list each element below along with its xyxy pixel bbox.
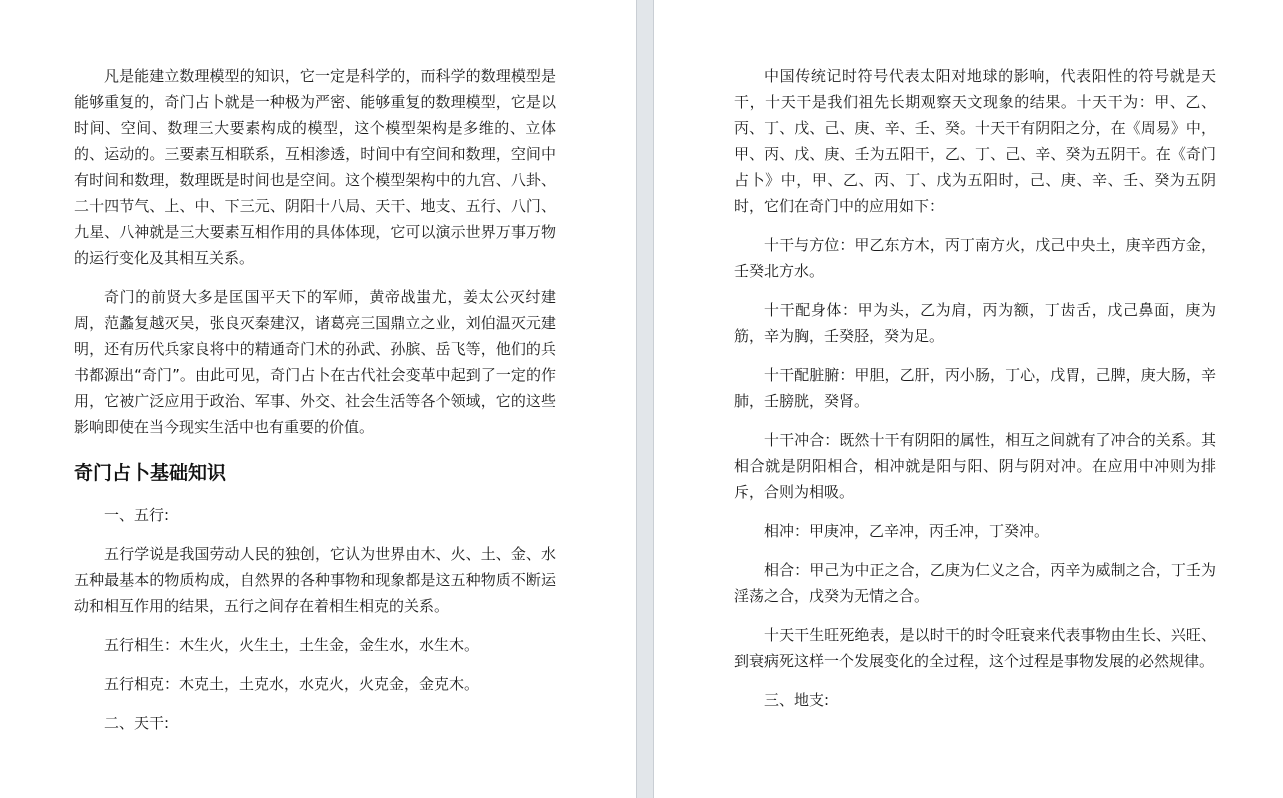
paragraph: 五行相克：木克土，土克水，水克火，火克金，金克木。 — [104, 675, 480, 693]
paragraph: 十干配身体：甲为头，乙为肩，丙为额，丁齿舌，戊己鼻面，庚为筋，辛为胸，壬癸胫，癸为足。 — [734, 301, 1216, 345]
document-page-left — [0, 0, 636, 798]
paragraph: 五行相生：木生火，火生土，土生金，金生水，水生木。 — [104, 636, 480, 654]
document-page-right — [654, 0, 1283, 798]
list-heading-dizhi: 三、地支: — [764, 691, 830, 709]
section-heading: 奇门占卜基础知识 — [74, 462, 227, 484]
paragraph: 奇门的前贤大多是匡国平天下的军师，黄帝战蚩尤，姜太公灭纣建周，范蠡复越灭吴，张良灭秦建汉，诸葛亮三国鼎立之业，刘伯温灭元建明，还有历代兵家良将中的精通奇门术的孙武、孙膑、岳飞等，他们的兵书都源出“奇门”。由此可见，奇门占卜在古代社会变革中起到了一定的作用，它被广泛应用于政治、军事、外交、社会生活等各个领域，它的这些影响即使在当今现实生活中也有重要的价值。 — [74, 288, 556, 436]
paragraph: 凡是能建立数理模型的知识，它一定是科学的，而科学的数理模型是能够重复的，奇门占卜就是一种极为严密、能够重复的数理模型，它是以时间、空间、数理三大要素构成的模型，这个模型架构是多维的、立体的、运动的。三要素互相联系，互相渗透，时间中有空间和数理，空间中有时间和数理，数理既是时间也是空间。这个模型架构中的九宫、八卦、二十四节气、上、中、下三元、阴阳十八局、天干、地支、五行、八门、九星、八神就是三大要素互相作用的具体体现，它可以演示世界万事万物的运行变化及其相互关系。 — [74, 67, 556, 267]
paragraph: 十干冲合：既然十干有阴阳的属性，相互之间就有了冲合的关系。其相合就是阴阳相合，相冲就是阳与阳、阴与阴对冲。在应用中冲则为排斥，合则为相吸。 — [734, 431, 1216, 501]
paragraph: 十天干生旺死绝表，是以时干的时令旺衰来代表事物由生长、兴旺、到衰病死这样一个发展变化的全过程，这个过程是事物发展的必然规律。 — [734, 626, 1216, 670]
page-left-content — [74, 63, 556, 736]
list-heading-tiangan: 二、天干: — [104, 714, 170, 732]
paragraph: 十干与方位：甲乙东方木，丙丁南方火，戊己中央土，庚辛西方金，壬癸北方水。 — [734, 236, 1216, 280]
paragraph: 十干配脏腑：甲胆，乙肝，丙小肠，丁心，戊胃，己脾，庚大肠，辛肺，壬膀胱，癸肾。 — [734, 366, 1216, 410]
paragraph: 五行学说是我国劳动人民的独创，它认为世界由木、火、土、金、水五种最基本的物质构成，自然界的各种事物和现象都是这五种物质不断运动和相互作用的结果，五行之间存在着相生相克的关系。 — [74, 545, 556, 615]
page-gutter — [636, 0, 654, 798]
page-right-content — [734, 63, 1216, 713]
paragraph: 相合：甲己为中正之合，乙庚为仁义之合，丙辛为威制之合，丁壬为淫荡之合，戊癸为无情之合。 — [734, 561, 1216, 605]
paragraph: 中国传统记时符号代表太阳对地球的影响，代表阳性的符号就是天干，十天干是我们祖先长期观察天文现象的结果。十天干为：甲、乙、丙、丁、戊、己、庚、辛、壬、癸。十天干有阴阳之分，在《周易》中，甲、丙、戊、庚、壬为五阳干，乙、丁、己、辛、癸为五阴干。在《奇门占卜》中，甲、乙、丙、丁、戊为五阳时，己、庚、辛、壬、癸为五阴时，它们在奇门中的应用如下： — [734, 67, 1216, 215]
paragraph: 相冲：甲庚冲，乙辛冲，丙壬冲，丁癸冲。 — [764, 522, 1050, 540]
list-heading-wuxing: 一、五行: — [104, 506, 170, 524]
